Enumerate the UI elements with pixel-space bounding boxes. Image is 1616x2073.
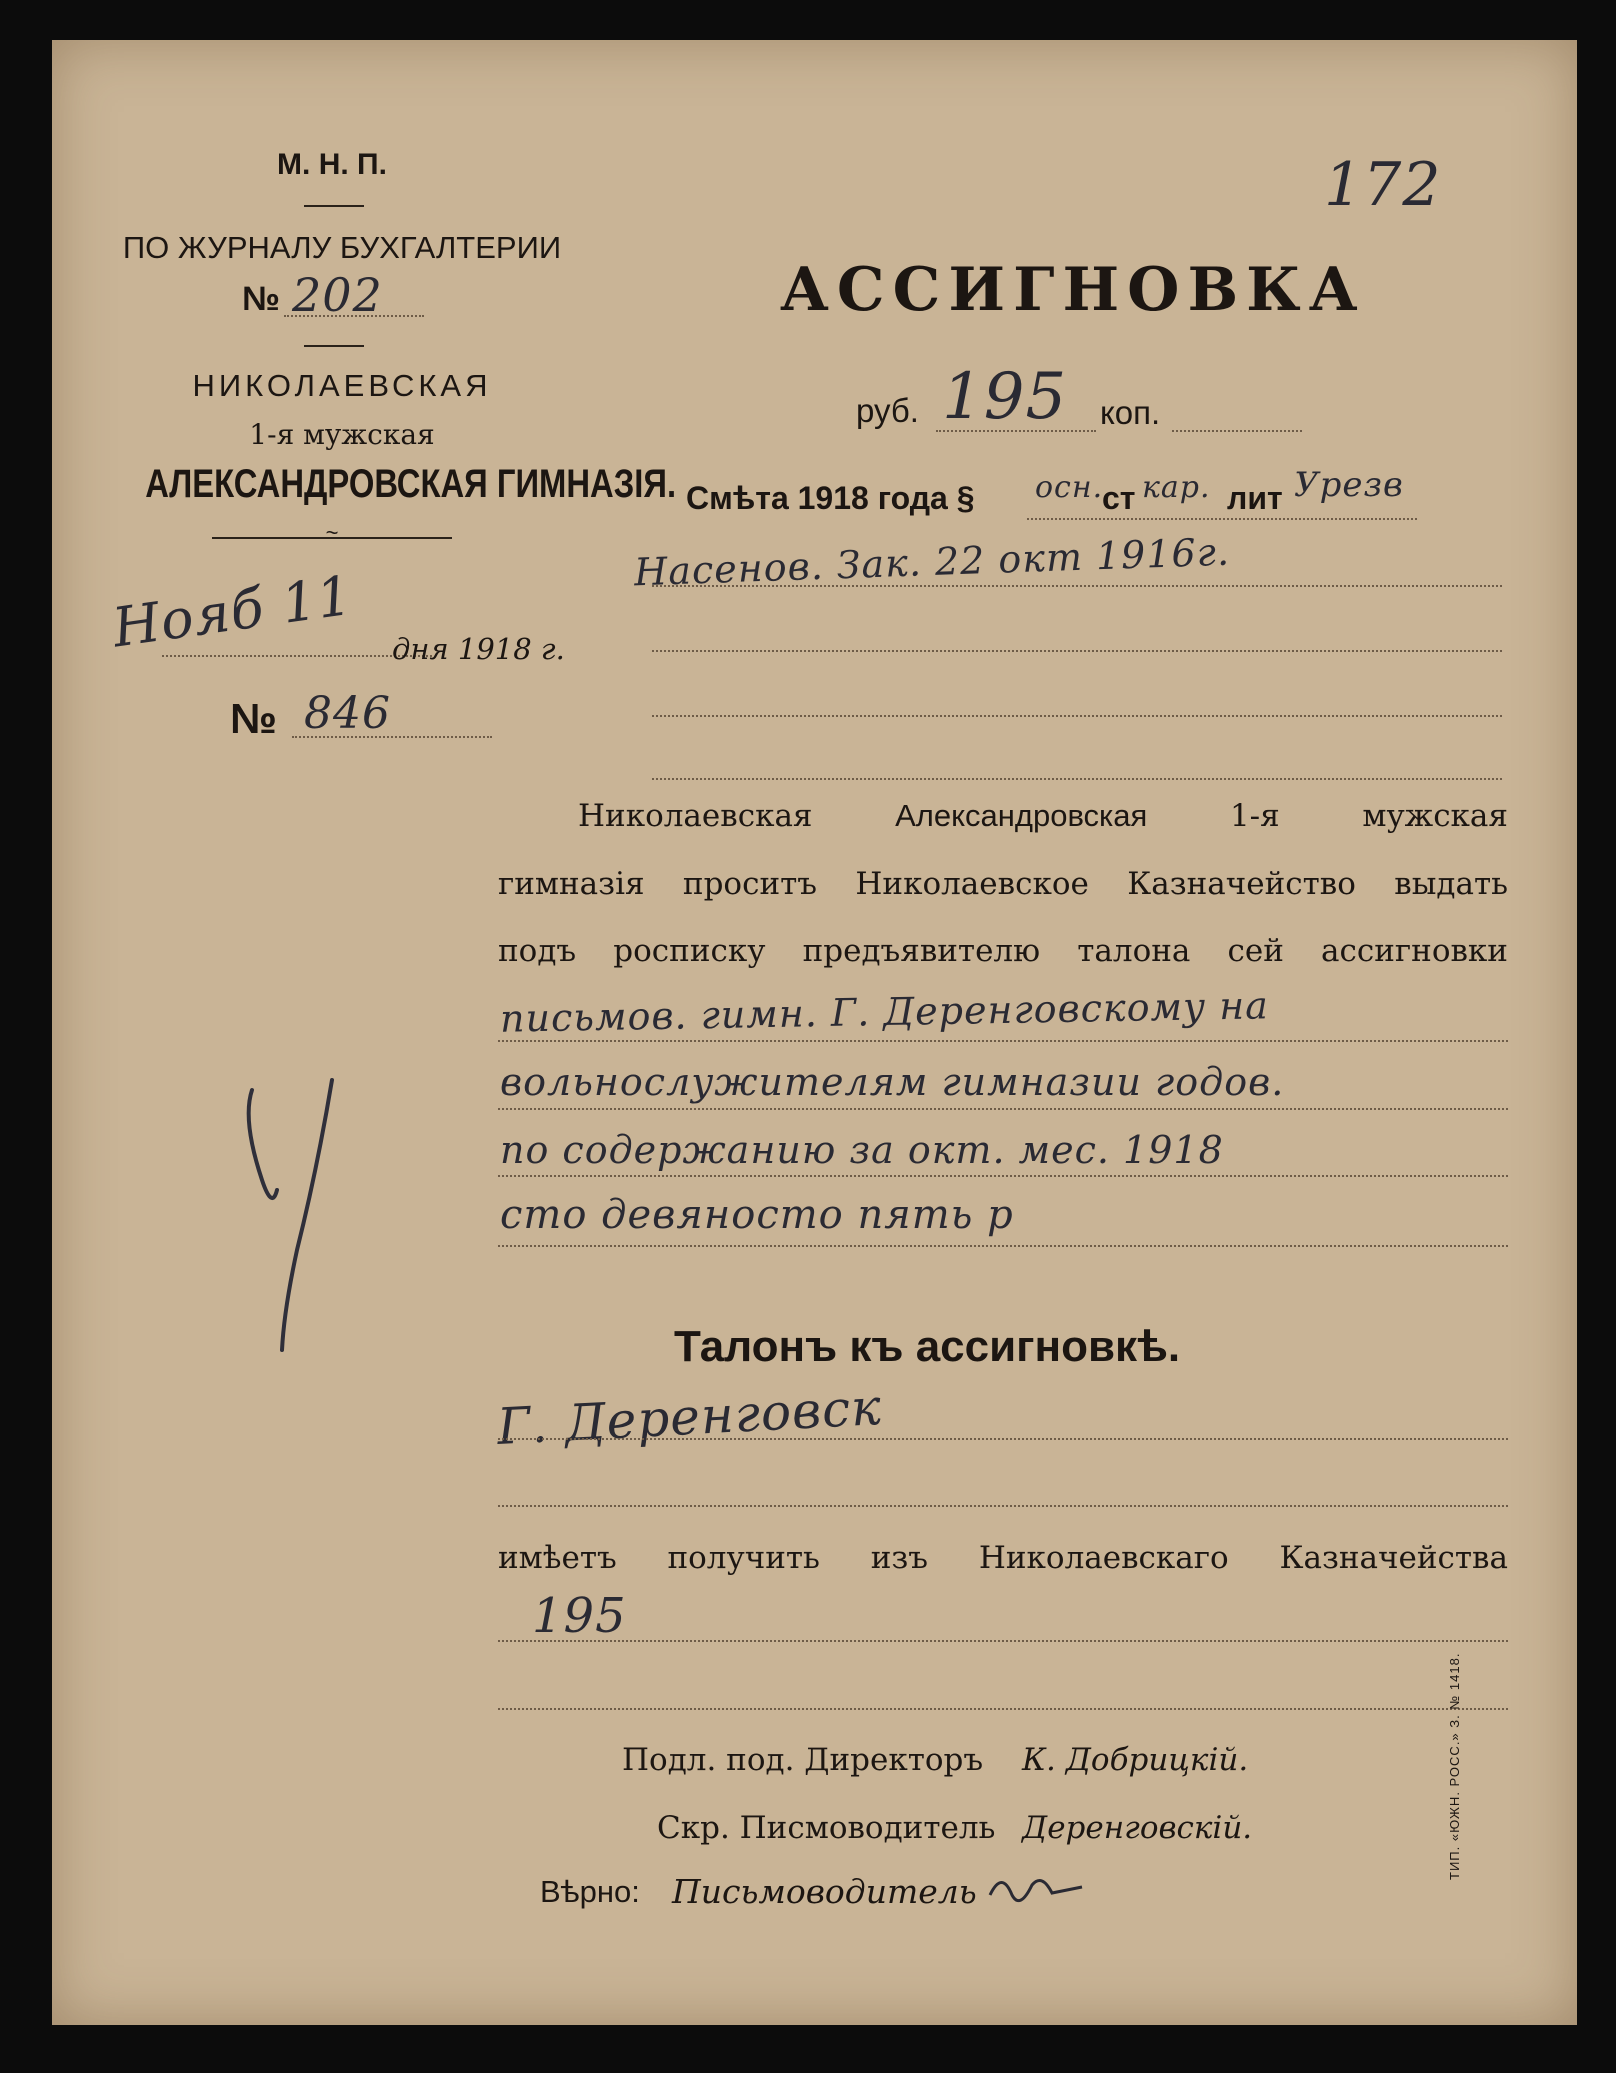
- date-hand: Нояб 11: [108, 563, 357, 660]
- clerk-label: Скр. Писмоводитель: [657, 1810, 996, 1846]
- body-word: талона: [1077, 933, 1191, 969]
- kop-dots: [1172, 430, 1302, 432]
- hand-dots-3: [498, 1175, 1508, 1177]
- clerk-name: Деренговскiй.: [1022, 1810, 1253, 1846]
- director-label: Подл. под. Директоръ: [622, 1742, 984, 1778]
- verno-signature: [982, 1865, 1092, 1915]
- talon-amount: 195: [532, 1588, 627, 1644]
- receive-line: [498, 1540, 1508, 1576]
- divider: [304, 345, 364, 347]
- date-suffix: дня 1918 г.: [392, 632, 565, 666]
- margin-check-mark: [222, 1050, 382, 1360]
- director-name: К. Добрицкiй.: [1022, 1742, 1249, 1778]
- journal-line: ПО ЖУРНАЛУ БУХГАЛТЕРИИ: [122, 230, 562, 265]
- estimate-dots: [1027, 518, 1417, 520]
- body-word: мужская: [1362, 798, 1508, 834]
- hand-line-1: письмов. гимн. Г. Деренговскому на: [499, 983, 1270, 1041]
- rub-value: 195: [942, 360, 1068, 434]
- journal-no-value: 202: [292, 268, 383, 322]
- estimate-year: Смѣта 1918 года §: [686, 480, 975, 516]
- talon-heading: Талонъ къ ассигновкѣ.: [674, 1322, 1181, 1371]
- divider: [304, 205, 364, 207]
- document-sheet: [52, 40, 1577, 2025]
- verno-role: Письмоводитель: [672, 1872, 977, 1911]
- lit-label: лит: [1227, 480, 1283, 516]
- receive-word: имѣетъ: [498, 1540, 617, 1576]
- school-name: АЛЕКСАНДРОВСКАЯ ГИМНАЗIЯ.: [145, 462, 677, 506]
- talon-dots-4: [498, 1708, 1508, 1710]
- hand-dots-1: [498, 1040, 1508, 1042]
- journal-no-dots: [284, 315, 424, 317]
- receive-word: Николаевскаго: [978, 1540, 1229, 1576]
- body-word: сей: [1227, 933, 1284, 969]
- body-word: выдать: [1394, 866, 1508, 902]
- body-word: ассигновки: [1321, 933, 1508, 969]
- body-word: росписку: [613, 933, 766, 969]
- journal-no-label: №: [242, 280, 280, 318]
- verno-label: Вѣрно:: [540, 1874, 640, 1909]
- body-word: проситъ: [682, 866, 817, 902]
- st-value: кар.: [1142, 470, 1211, 505]
- body-line-2: [498, 866, 1508, 902]
- city-label: НИКОЛАЕВСКАЯ: [192, 368, 492, 403]
- printer-mark: ТИП. «ЮЖН. РОСС.» З. № 1418.: [1447, 1652, 1462, 1880]
- hand-line-3: по содержанию за окт. мес. 1918: [500, 1128, 1224, 1172]
- number-value: 846: [304, 688, 391, 739]
- estimate-hand: Насенов. Зак. 22 окт 1916г.: [633, 529, 1231, 595]
- page-number: 172: [1324, 150, 1442, 220]
- body-line-3: [498, 933, 1508, 969]
- talon-signature: Г. Деренговск: [495, 1377, 884, 1457]
- estimate-para-value: осн.: [1035, 470, 1104, 505]
- receive-word: изъ: [870, 1540, 929, 1576]
- body-word: Казначейство: [1127, 866, 1356, 902]
- body-word: гимназiя: [498, 866, 645, 902]
- body-word: подъ: [498, 933, 577, 969]
- kop-label: коп.: [1100, 394, 1161, 431]
- ornament: ~: [325, 520, 339, 545]
- blank-line: [652, 778, 1502, 780]
- hand-dots-2: [498, 1108, 1508, 1110]
- hand-line-4: сто девяносто пять р: [500, 1192, 1014, 1238]
- blank-line: [652, 585, 1502, 587]
- body-word: Александровская: [895, 798, 1148, 833]
- school-type: 1-я мужская: [249, 418, 435, 451]
- talon-dots-1: [498, 1438, 1508, 1440]
- document-title: АССИГНОВКА: [780, 255, 1366, 325]
- ministry-label: М. Н. П.: [277, 148, 387, 181]
- body-word: Николаевская: [578, 798, 813, 834]
- receive-word: получить: [667, 1540, 820, 1576]
- st-label: ст: [1102, 480, 1136, 516]
- body-word: 1-я: [1229, 798, 1280, 834]
- body-word: Николаевское: [855, 866, 1089, 902]
- hand-line-2: вольнослужителям гимназии годов.: [500, 1060, 1285, 1104]
- body-line-1: [578, 798, 1508, 834]
- rub-label: руб.: [856, 392, 919, 429]
- blank-line: [652, 715, 1502, 717]
- talon-dots-3: [498, 1640, 1508, 1642]
- hand-dots-4: [498, 1245, 1508, 1247]
- lit-value: Урезв: [1294, 465, 1404, 505]
- body-word: предъявителю: [802, 933, 1041, 969]
- number-label: №: [230, 695, 277, 742]
- receive-word: Казначейства: [1279, 1540, 1508, 1576]
- talon-dots-2: [498, 1505, 1508, 1507]
- blank-line: [652, 650, 1502, 652]
- number-dots: [292, 736, 492, 738]
- rub-dots: [936, 430, 1096, 432]
